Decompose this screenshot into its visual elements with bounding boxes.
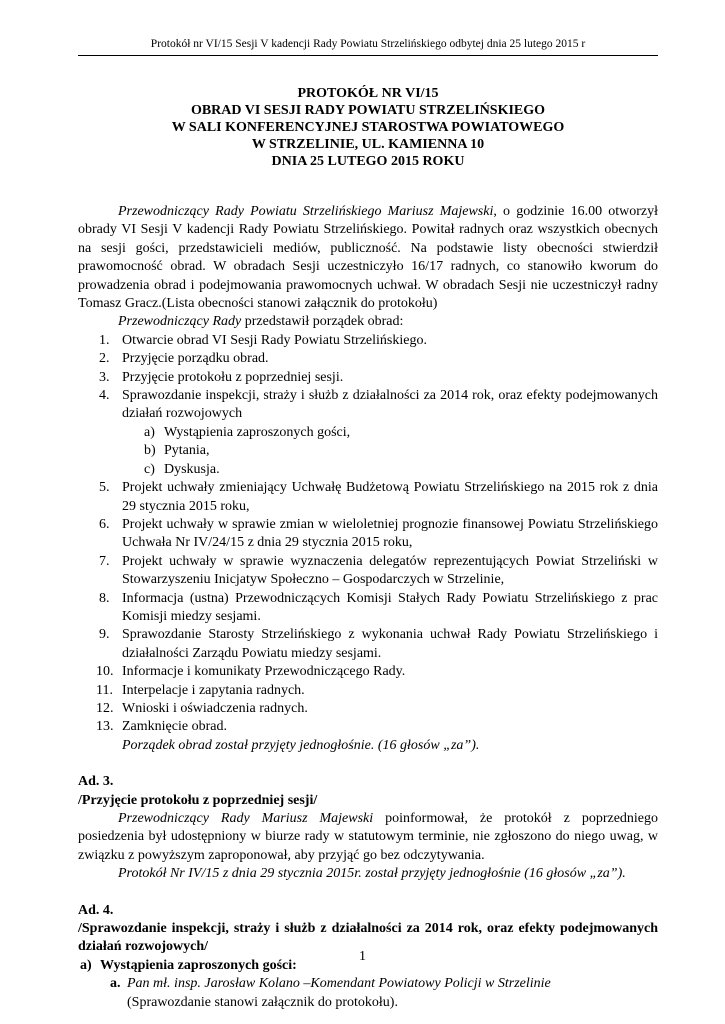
ad3-adopted-note: Protokół Nr IV/15 z dnia 29 stycznia 2015r. został przyjęty jednogłośnie (16 głosów „za”). [118, 866, 626, 882]
title-line: W STRZELINIE, UL. KAMIENNA 10 [251, 137, 485, 152]
ad3-paragraph [78, 810, 658, 865]
agenda-intro-text: przedstawił porządek obrad: [241, 314, 404, 330]
agenda-item-number: 5. [99, 480, 110, 496]
agenda-speaker: Przewodniczący Rady [118, 314, 242, 330]
ad4-section-title: Wystąpienia zaproszonych gości: [100, 957, 297, 973]
agenda-list-continued [78, 479, 658, 737]
agenda-item [78, 369, 658, 387]
agenda-subitem-letter: a) [144, 424, 155, 440]
ad3-speaker: Przewodniczący Rady Mariusz Majewski [118, 811, 374, 826]
agenda-item-text: Informacje i komunikaty Przewodniczącego Rady. [122, 664, 406, 680]
title-line: W SALI KONFERENCYJNEJ STAROSTWA POWIATOWEGO [171, 120, 565, 135]
agenda-item-text: Projekt uchwały w sprawie wyznaczenia delegatów reprezentujących Powiat Strzeliński w Stowarzyszeniu Inicjatyw Społeczno – Gospodarczych w Strzelinie, [122, 553, 658, 588]
agenda-item-text: Projekt uchwały w sprawie zmian w wieloletniej prognozie finansowej Powiatu Strzelińskiego Uchwała Nr IV/24/15 z dnia 29 stycznia 2015 roku, [122, 516, 658, 551]
agenda-item [78, 479, 658, 516]
agenda-item [78, 350, 658, 368]
agenda-item-text: Otwarcie obrad VI Sesji Rady Powiatu Strzelińskiego. [122, 332, 427, 348]
ad4-item [78, 975, 658, 1012]
agenda-item-text: Sprawozdanie inspekcji, straży i służb z działalności za 2014 rok, oraz efekty podejmowanych działań rozwojowych [122, 388, 658, 422]
agenda-item-number: 9. [99, 627, 110, 643]
agenda-subitem-letter: c) [144, 461, 155, 477]
header-rule [78, 55, 658, 56]
ad3-subheading: /Przyjęcie protokołu z poprzedniej sesji/ [78, 792, 318, 808]
agenda-item [78, 626, 658, 663]
agenda-list [78, 332, 658, 424]
agenda-item [78, 590, 658, 627]
agenda-item [78, 553, 658, 590]
agenda-item [78, 663, 658, 681]
agenda-item-number: 8. [99, 590, 110, 606]
agenda-subitem [78, 424, 658, 442]
agenda-intro [78, 313, 658, 331]
agenda-subitem-text: Dyskusja. [164, 461, 220, 477]
agenda-item-number: 7. [99, 553, 110, 569]
agenda-item-number: 10. [96, 664, 114, 680]
intro-paragraph [78, 203, 658, 313]
agenda-item-text: Zamknięcie obrad. [122, 719, 227, 735]
page-number: 1 [359, 949, 366, 964]
agenda-subitem-letter: b) [144, 443, 156, 459]
agenda-item-text: Informacja (ustna) Przewodniczących Komisji Stałych Rady Powiatu Strzelińskiego z prac Komisji miedzy sesjami. [122, 590, 658, 624]
agenda-item-number: 11. [96, 682, 113, 698]
agenda-item-text: Projekt uchwały zmieniający Uchwałę Budżetową Powiatu Strzelińskiego na 2015 rok z dnia 29 stycznia 2015 roku, [122, 480, 658, 514]
ad4-item-speaker: Pan mł. insp. Jarosław Kolano –Komendant Powiatowy Policji w Strzelinie [127, 976, 551, 992]
intro-speaker: Przewodniczący Rady Powiatu Strzelińskiego Mariusz Majewski [118, 204, 494, 219]
agenda-item-number: 6. [99, 516, 110, 532]
document-title [78, 85, 658, 170]
agenda-subitem-text: Pytania, [164, 443, 210, 459]
agenda-item-number: 12. [96, 700, 114, 716]
spacer [78, 884, 658, 902]
agenda-item-text: Wnioski i oświadczenia radnych. [122, 700, 308, 716]
agenda-item-text: Interpelacje i zapytania radnych. [122, 682, 305, 698]
spacer [78, 755, 658, 773]
agenda-subitem [78, 461, 658, 479]
title-line: DNIA 25 LUTEGO 2015 ROKU [271, 154, 465, 169]
ad4-subheading: /Sprawozdanie inspekcji, straży i służb z działalności za 2014 rok, oraz efekty podejmowanych działań rozwojowych/ [78, 921, 658, 955]
agenda-item-text: Przyjęcie protokołu z poprzedniej sesji. [122, 369, 344, 385]
agenda-subitem [78, 442, 658, 460]
running-header: Protokół nr VI/15 Sesji V kadencji Rady Powiatu Strzelińskiego odbytej dnia 25 lutego 2015 r [150, 38, 586, 50]
ad4-item-letter: a. [110, 976, 121, 992]
agenda-item-number: 4. [99, 388, 110, 404]
agenda-sublist [78, 424, 658, 479]
agenda-item [78, 387, 658, 424]
title-line: OBRAD VI SESJI RADY POWIATU STRZELIŃSKIEGO [190, 103, 546, 118]
agenda-item-text: Sprawozdanie Starosty Strzelińskiego z wykonania uchwał Rady Powiatu Strzelińskiego i działalności Zarządu Powiatu miedzy sesjami. [122, 627, 658, 661]
title-line: PROTOKÓŁ NR VI/15 [297, 86, 439, 101]
agenda-item-number: 3. [99, 369, 110, 385]
agenda-item [78, 700, 658, 718]
agenda-item [78, 516, 658, 553]
ad4-item-note: (Sprawozdanie stanowi załącznik do protokołu). [127, 994, 398, 1010]
ad4-section-letter: a) [80, 957, 92, 973]
agenda-subitem-text: Wystąpienia zaproszonych gości, [164, 424, 351, 440]
document-body [78, 203, 658, 1012]
intro-text: , o godzinie 16.00 otworzył obrady VI Sesji V kadencji Rady Powiatu Strzelińskiego. Powitał radnych oraz wszystkich obecnych na sesji gości, przedstawicieli mediów, publiczność. Na podstawie listy obecności stwierdził prawomocność obrad. W obradach Sesji uczestniczyło 16/17 radnych, co stanowiło kworum do prowadzenia obrad i podejmowania prawomocnych uchwał. W obradach Sesji nie uczestniczył radny Tomasz Gracz.(Lista obecności stanowi załącznik do protokołu) [78, 204, 658, 312]
agenda-item-text: Przyjęcie porządku obrad. [122, 351, 269, 367]
agenda-item-number: 13. [96, 719, 114, 735]
ad4-heading: Ad. 4. [78, 902, 114, 918]
agenda-item [78, 718, 658, 736]
agenda-adopted-note: Porządek obrad został przyjęty jednogłośnie. (16 głosów „za”). [122, 737, 480, 753]
agenda-item-number: 2. [99, 351, 110, 367]
ad3-heading: Ad. 3. [78, 774, 114, 790]
agenda-item [78, 682, 658, 700]
agenda-item [78, 332, 658, 350]
ad3-text: poinformował, że protokół z poprzedniego posiedzenia był udostępniony w biurze rady w statutowym terminie, nie zgłoszono do niego uwag, w związku z powyższym zaproponował, aby przyjąć go bez odczytywania. [78, 811, 659, 863]
agenda-item-number: 1. [99, 332, 110, 348]
